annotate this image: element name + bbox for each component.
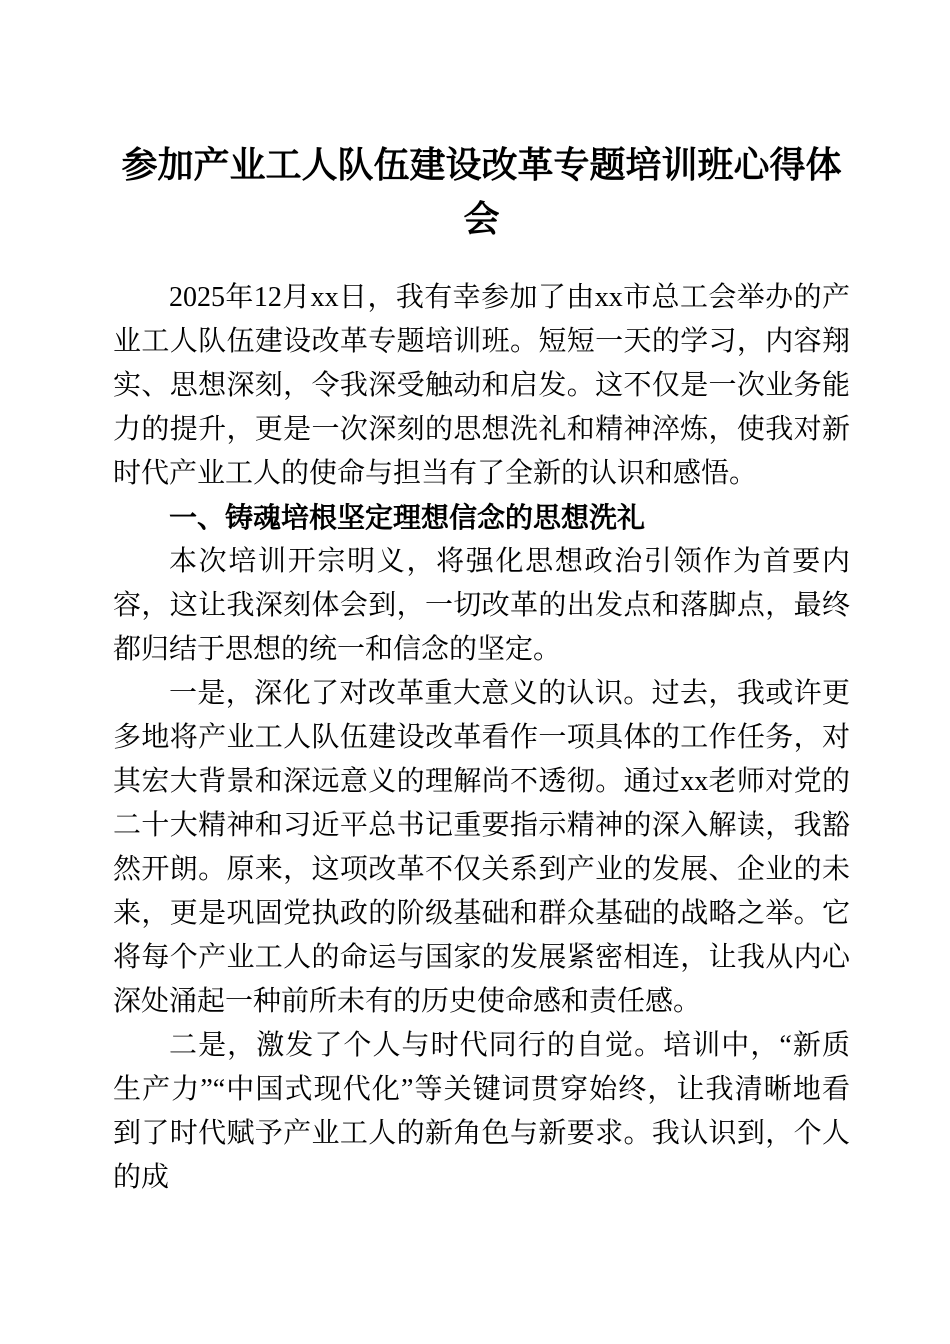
body-paragraph: 二是，激发了个人与时代同行的自觉。培训中，“新质生产力”“中国式现代化”等关键词贯穿始终，让我清晰地看到了时代赋予产业工人的新角色与新要求。我认识到，个人的成 [113, 1030, 850, 1193]
section-heading: 一、铸魂培根坚定理想信念的思想洗礼 [169, 502, 646, 533]
body-paragraph: 2025年12月xx日，我有幸参加了由xx市总工会举办的产业工人队伍建设改革专题培训班。短短一天的学习，内容翔实、思想深刻，令我深受触动和启发。这不仅是一次业务能力的提升，更是一次深刻的思想洗礼和精神淬炼，使我对新时代产业工人的使命与担当有了全新的认识和感悟。 [113, 282, 850, 489]
body-paragraph: 本次培训开宗明义，将强化思想政治引领作为首要内容，这让我深刻体会到，一切改革的出发点和落脚点，最终都归结于思想的统一和信念的坚定。 [113, 546, 850, 665]
body-paragraph: 一是，深化了对改革重大意义的认识。过去，我或许更多地将产业工人队伍建设改革看作一项具体的工作任务，对其宏大背景和深远意义的理解尚不透彻。通过xx老师对党的二十大精神和习近平总书记重要指示精神的深入解读，我豁然开朗。原来，这项改革不仅关系到产业的发展、企业的未来，更是巩固党执政的阶级基础和群众基础的战略之举。它将每个产业工人的命运与国家的发展紧密相连，让我从内心深处涌起一种前所未有的历史使命感和责任感。 [113, 678, 850, 1017]
document-title: 参加产业工人队伍建设改革专题培训班心得体会 [121, 145, 842, 239]
document-body [113, 276, 850, 1200]
